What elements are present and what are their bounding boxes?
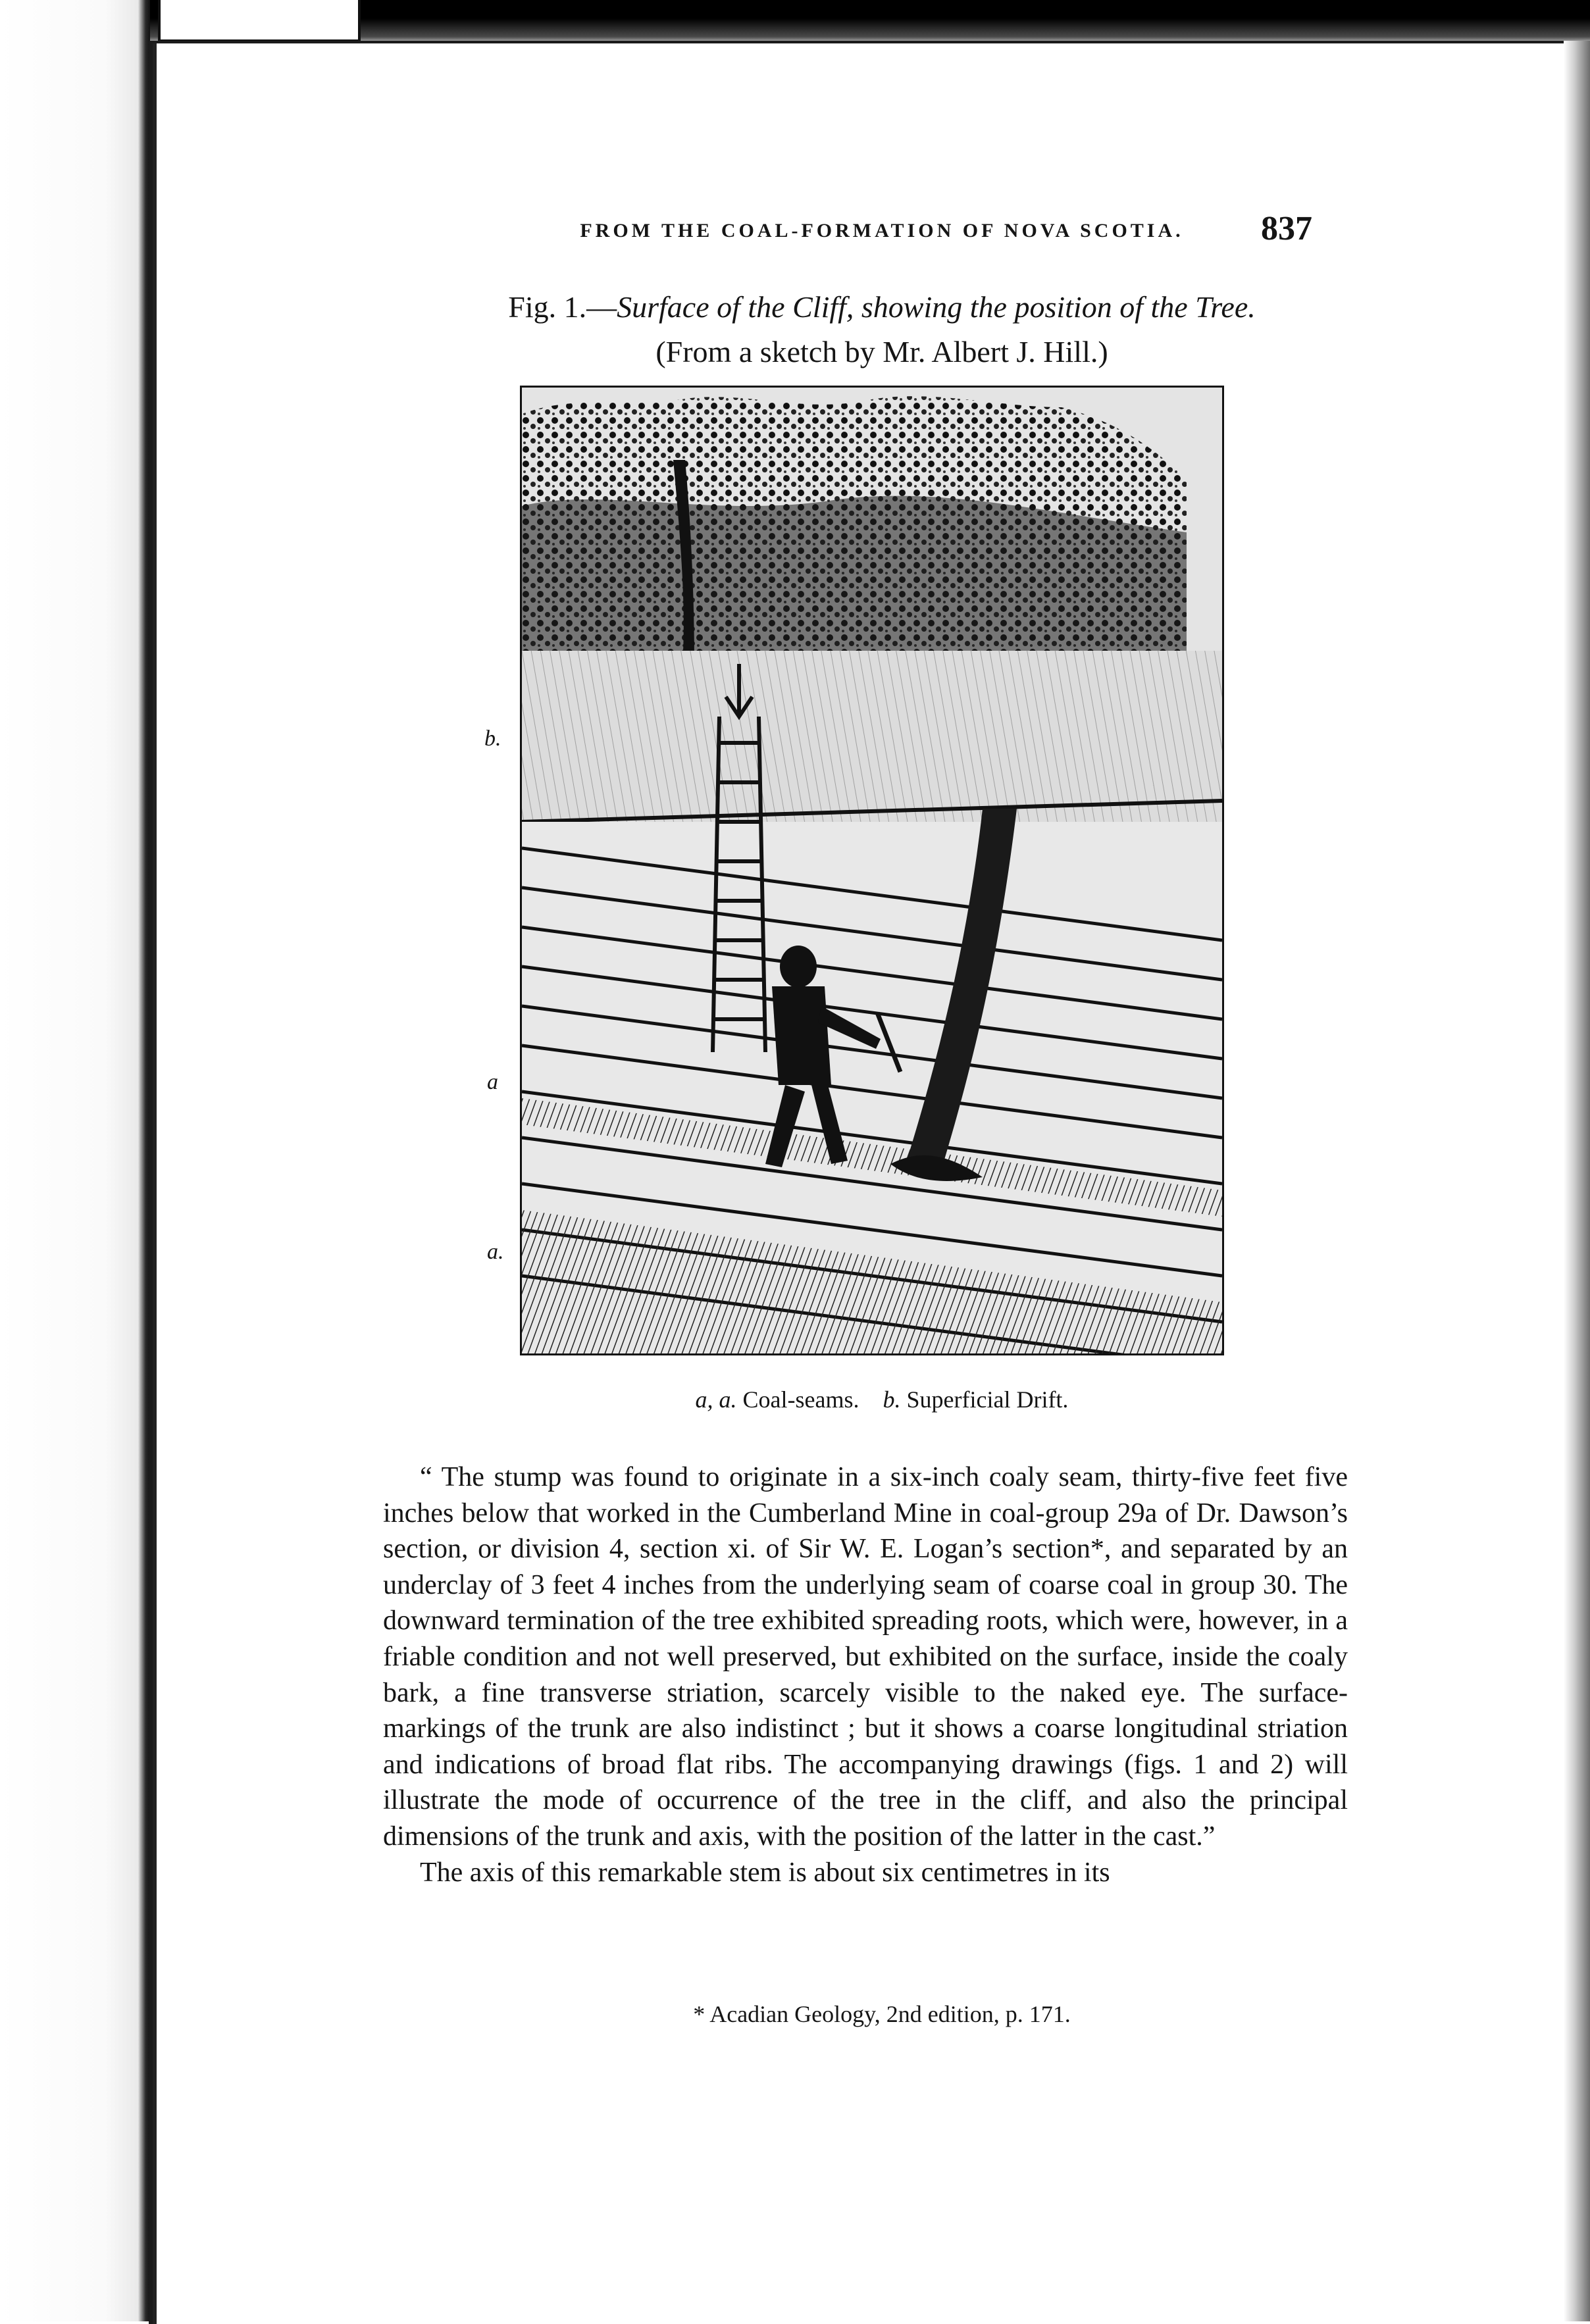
page-number: 837 — [1261, 210, 1312, 247]
figure-label-a-lower: a. — [487, 1240, 504, 1264]
caption-b-label: b. — [883, 1386, 901, 1413]
scan-binding-strip — [0, 0, 150, 2321]
figure-title — [369, 290, 1395, 324]
cliff-illustration — [522, 388, 1222, 1353]
figure-subtitle: (From a sketch by Mr. Albert J. Hill.) — [655, 335, 1108, 368]
foliage-shade — [522, 496, 1187, 664]
body-text — [383, 1459, 1348, 1890]
figure-title-prefix: Fig. 1.— — [508, 290, 617, 324]
scan-tab-notch — [158, 0, 361, 42]
figure-label-a-upper: a — [487, 1070, 498, 1094]
running-head: FROM THE COAL-FORMATION OF NOVA SCOTIA. — [580, 220, 1184, 241]
drift-texture — [522, 651, 1222, 828]
figure-caption — [369, 1386, 1395, 1413]
page-right-edge — [1564, 41, 1590, 2321]
caption-b-text: Superficial Drift. — [906, 1386, 1069, 1413]
body-paragraph-2: The axis of this remarkable stem is about six centimetres in its — [420, 1857, 1110, 1888]
body-paragraph-1: “ The stump was found to originate in a six-inch coaly seam, thirty-five feet five inches below that worked in the Cumberland Mine in coal-group 29a of Dr. Dawson’s section, or division 4, section xi. of Sir W. E. Logan’s section*, and separated by an underclay of 3 feet 4 inches from the underlying seam of coarse coal in group 30. The downward termination of the tree exhibited spreading roots, which were, however, in a friable condition and not well preserved, but exhibited on the surface, inside the coaly bark, a fine transverse striation, scarcely visible to the naked eye. The surface-markings of the trunk are also indistinct ; but it shows a coarse longitudinal striation and indications of broad flat ribs. The accompanying drawings (figs. 1 and 2) will illustrate the mode of occurrence of the tree in the cliff, and also the principal dimensions of the trunk and axis, with the position of the latter in the cast.” — [383, 1462, 1348, 1852]
caption-a-label: a, a. — [695, 1386, 737, 1413]
figure-label-b: b. — [484, 726, 501, 751]
footnote: * Acadian Geology, 2nd edition, p. 171. — [693, 2001, 1071, 2027]
figure-title-italic: Surface of the Cliff, showing the position of the Tree. — [617, 290, 1256, 324]
cliff-engraving — [520, 386, 1224, 1355]
caption-a-text: Coal-seams. — [742, 1386, 859, 1413]
